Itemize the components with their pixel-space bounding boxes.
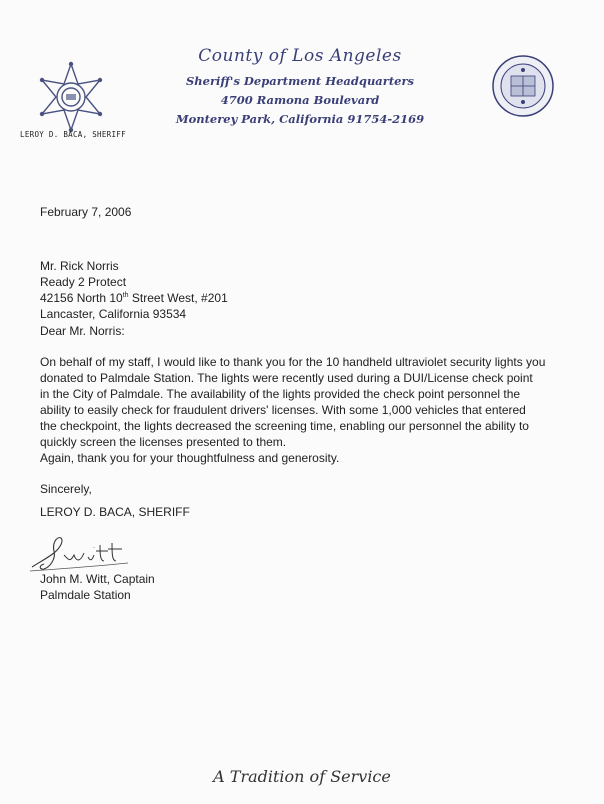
sender-name: LEROY D. BACA, SHERIFF [40,505,190,519]
letterhead-city: Monterey Park, California 91754-2169 [175,112,425,126]
sheriff-star-badge-icon [34,60,108,134]
recipient-street-rest: Street West, #201 [128,291,228,305]
signer-station: Palmdale Station [40,588,131,602]
signer-name: John M. Witt, Captain [40,572,155,586]
recipient-address [40,258,228,322]
paragraph-line: ability to easily check for fraudulent drivers' licenses. With some 1,000 vehicles that entered [40,403,526,417]
paragraph-line: quickly screen the licenses presented to them. [40,435,287,449]
recipient-street-superscript: th [122,292,129,299]
recipient-company: Ready 2 Protect [40,275,127,289]
paragraph-line: On behalf of my staff, I would like to thank you for the 10 handheld ultraviolet security lights you [40,355,546,369]
recipient-street [40,290,228,306]
paragraph-line: in the City of Palmdale. The availability of the lights provided the check point personnel the [40,387,521,401]
body-paragraph-1 [40,354,570,450]
salutation: Dear Mr. Norris: [40,324,125,338]
county-seal-icon [491,54,555,118]
recipient-name: Mr. Rick Norris [40,259,119,273]
recipient-city: Lancaster, California 93534 [40,307,187,321]
letterhead-department: Sheriff's Department Headquarters [186,74,414,88]
paragraph-line: donated to Palmdale Station. The lights were recently used during a DUI/License check point [40,371,533,385]
letterhead-street: 4700 Ramona Boulevard [220,93,380,107]
recipient-street-number: 42156 North 10 [40,291,123,305]
body-paragraph-2: Again, thank you for your thoughtfulness and generosity. [40,451,340,465]
footer-motto: A Tradition of Service [213,767,391,786]
handwritten-signature [28,533,148,575]
signer-block [40,571,155,603]
letterhead-county: County of Los Angeles [198,46,402,66]
letter-date: February 7, 2006 [40,205,132,219]
sheriff-name-label: LEROY D. BACA, SHERIFF [20,130,126,139]
paragraph-line: the checkpoint, the lights decreased the screening time, enabling our personnel the ability to [40,419,529,433]
closing: Sincerely, [40,482,92,496]
